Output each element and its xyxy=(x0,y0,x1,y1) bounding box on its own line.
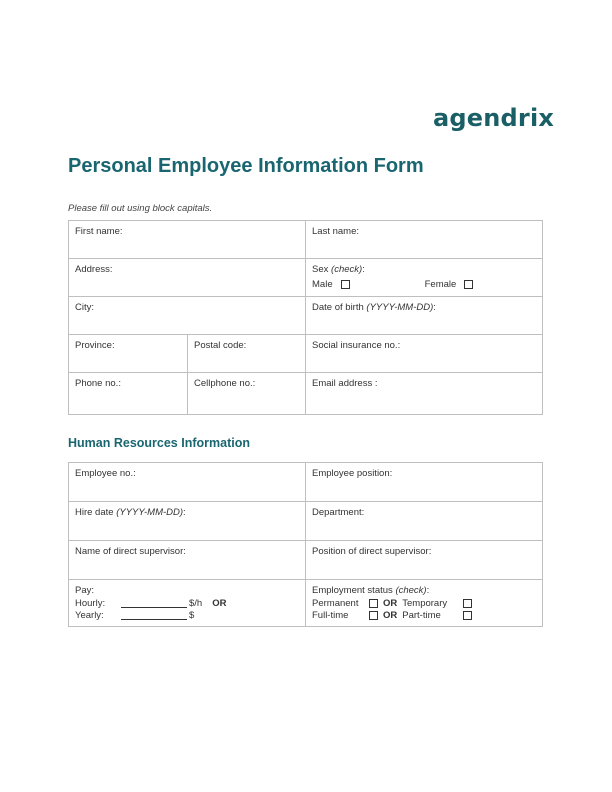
female-label: Female xyxy=(424,279,457,290)
hourly-input[interactable] xyxy=(121,599,187,608)
province-label: Province: xyxy=(75,340,115,351)
province-field[interactable] xyxy=(69,335,188,373)
sex-check-hint: (check) xyxy=(331,264,363,275)
permanent-label: Permanent xyxy=(312,598,359,609)
hire-date-format: (YYYY-MM-DD) xyxy=(116,507,184,518)
first-name-label: First name: xyxy=(75,226,123,237)
employee-no-label: Employee no.: xyxy=(75,468,136,479)
supervisor-name-field[interactable] xyxy=(69,541,306,580)
full-time-label: Full-time xyxy=(312,610,349,621)
city-field[interactable] xyxy=(69,297,306,335)
sex-label: Sex xyxy=(312,264,329,275)
cellphone-label: Cellphone no.: xyxy=(194,378,256,389)
temporary-label: Temporary xyxy=(402,598,448,609)
department-label: Department: xyxy=(312,507,365,518)
supervisor-name-label: Name of direct supervisor: xyxy=(75,546,186,557)
sex-field xyxy=(306,259,543,297)
hourly-unit: $/h xyxy=(189,598,203,609)
instructions: Please fill out using block capitals. xyxy=(68,203,213,214)
personal-info-table xyxy=(68,220,543,415)
hire-date-field[interactable] xyxy=(69,502,306,541)
pay-or: OR xyxy=(212,598,227,609)
address-field[interactable] xyxy=(69,259,306,297)
address-label: Address: xyxy=(75,264,113,275)
sin-label: Social insurance no.: xyxy=(312,340,401,351)
status-check-hint: (check) xyxy=(395,585,427,596)
last-name-label: Last name: xyxy=(312,226,360,237)
status-or-1: OR xyxy=(383,598,398,609)
supervisor-position-field[interactable] xyxy=(306,541,543,580)
male-label: Male xyxy=(312,279,333,290)
sex-colon: : xyxy=(362,264,365,275)
city-label: City: xyxy=(75,302,94,313)
dob-label: Date of birth xyxy=(312,302,364,313)
permanent-checkbox[interactable] xyxy=(369,599,378,608)
yearly-label: Yearly: xyxy=(75,610,104,621)
part-time-label: Part-time xyxy=(402,610,441,621)
hourly-label: Hourly: xyxy=(75,598,106,609)
dob-format: (YYYY-MM-DD) xyxy=(366,302,434,313)
dob-colon: : xyxy=(433,302,436,313)
agendrix-logo: agendrix xyxy=(433,104,555,132)
hr-info-table xyxy=(68,462,543,627)
department-field[interactable] xyxy=(306,502,543,541)
yearly-unit: $ xyxy=(189,610,195,621)
status-or-2: OR xyxy=(383,610,398,621)
supervisor-position-label: Position of direct supervisor: xyxy=(312,546,432,557)
male-checkbox[interactable] xyxy=(341,280,350,289)
status-label: Employment status xyxy=(312,585,393,596)
full-time-checkbox[interactable] xyxy=(369,611,378,620)
sin-field[interactable] xyxy=(306,335,543,373)
cellphone-field[interactable] xyxy=(188,373,306,415)
temporary-checkbox[interactable] xyxy=(463,599,472,608)
hire-date-label: Hire date xyxy=(75,507,114,518)
dob-field[interactable] xyxy=(306,297,543,335)
yearly-input[interactable] xyxy=(121,611,187,620)
postal-code-field[interactable] xyxy=(188,335,306,373)
hire-date-colon: : xyxy=(183,507,186,518)
postal-code-label: Postal code: xyxy=(194,340,247,351)
employment-status-field xyxy=(306,580,543,627)
email-field[interactable] xyxy=(306,373,543,415)
hr-section-title: Human Resources Information xyxy=(68,436,250,450)
employee-position-field[interactable] xyxy=(306,463,543,502)
status-colon: : xyxy=(426,585,430,596)
email-label: Email address : xyxy=(312,378,378,389)
pay-label: Pay: xyxy=(75,585,95,596)
phone-field[interactable] xyxy=(69,373,188,415)
phone-label: Phone no.: xyxy=(75,378,121,389)
last-name-field[interactable] xyxy=(306,221,543,259)
page-title: Personal Employee Information Form xyxy=(68,155,424,177)
pay-field xyxy=(69,580,306,627)
part-time-checkbox[interactable] xyxy=(463,611,472,620)
employee-position-label: Employee position: xyxy=(312,468,393,479)
female-checkbox[interactable] xyxy=(464,280,473,289)
employee-no-field[interactable] xyxy=(69,463,306,502)
first-name-field[interactable] xyxy=(69,221,306,259)
